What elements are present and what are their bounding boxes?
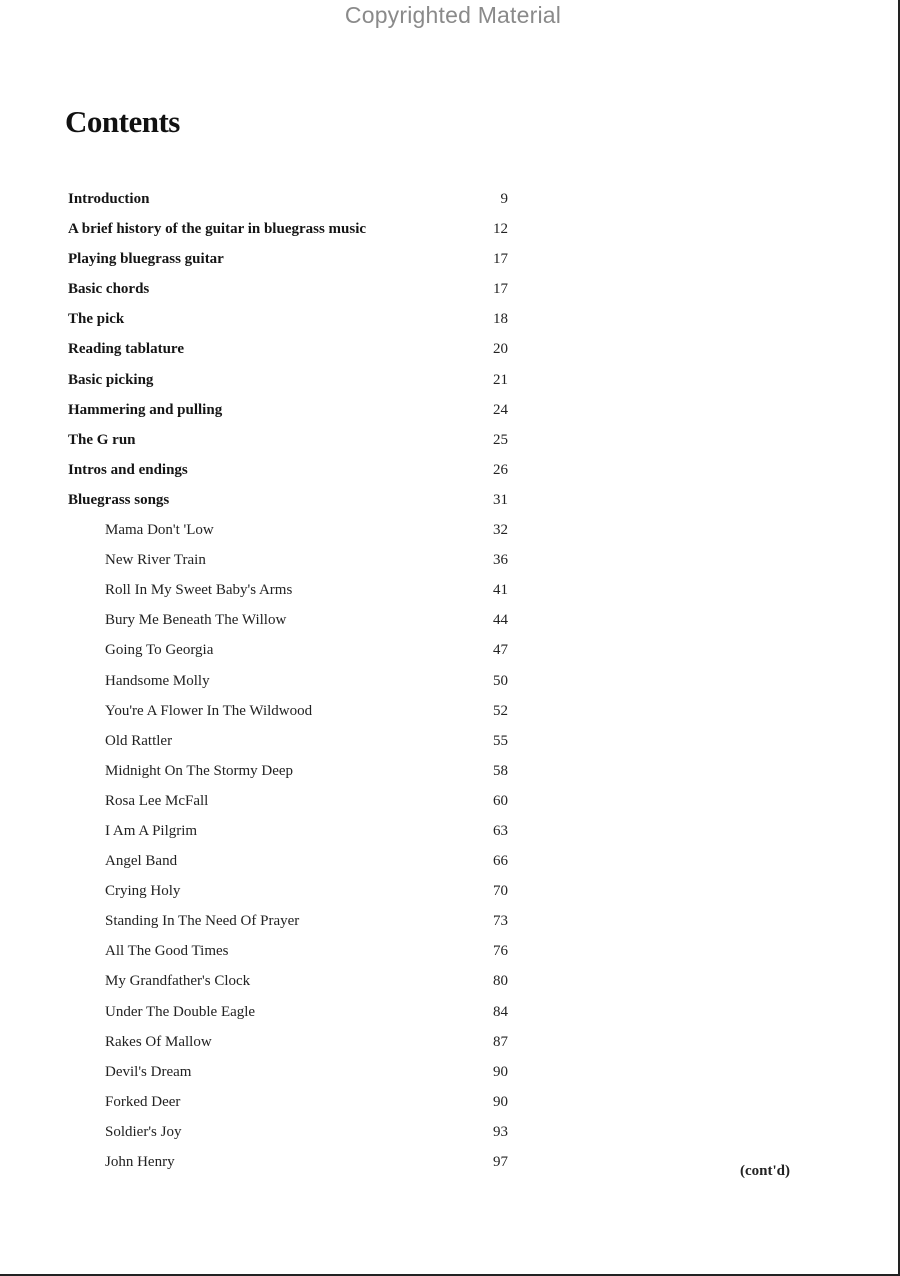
toc-entry-page: 18 — [493, 311, 508, 328]
toc-entry[interactable] — [0, 245, 900, 275]
toc-entry-page: 17 — [493, 251, 508, 268]
toc-entry-page: 52 — [493, 702, 508, 719]
toc-entry-title: A brief history of the guitar in bluegrass music — [68, 221, 367, 238]
toc-song-entry[interactable] — [0, 877, 900, 907]
toc-entry[interactable] — [0, 486, 900, 516]
toc-song-entry[interactable] — [0, 757, 900, 787]
toc-entry-title: New River Train — [105, 552, 206, 569]
page-title: Contents — [65, 104, 180, 139]
toc-entry-page: 97 — [493, 1154, 508, 1170]
toc-entry-title: Bluegrass songs — [68, 491, 170, 508]
toc-entry-title: Under The Double Eagle — [105, 1003, 256, 1020]
toc-entry-page: 58 — [493, 762, 508, 779]
toc-entry-title: Standing In The Need Of Prayer — [105, 913, 300, 930]
toc-song-entry[interactable] — [0, 967, 900, 997]
toc-song-entry[interactable] — [0, 1118, 900, 1148]
toc-entry-title: Rakes Of Mallow — [105, 1033, 212, 1050]
toc-entry-page: 26 — [493, 461, 508, 478]
toc-entry-page: 63 — [493, 822, 508, 839]
toc-entry-title: Reading tablature — [68, 341, 184, 358]
toc-entry-page: 20 — [493, 341, 508, 358]
toc-entry-page: 41 — [493, 582, 508, 599]
toc-entry-title: Basic picking — [68, 371, 154, 388]
toc-song-entry[interactable] — [0, 937, 900, 967]
toc-entry-page: 70 — [493, 883, 508, 900]
toc-song-entry[interactable] — [0, 907, 900, 937]
toc-entry-title: Intros and endings — [68, 461, 188, 478]
toc-entry-page: 32 — [493, 522, 508, 539]
toc-entry-page: 12 — [493, 221, 508, 238]
toc-entry-page: 9 — [500, 191, 508, 207]
toc-song-entry[interactable] — [0, 636, 900, 666]
toc-entry-title: Introduction — [68, 191, 150, 207]
toc-entry-page: 84 — [493, 1003, 508, 1020]
toc-entry-page: 17 — [493, 281, 508, 298]
toc-entry-page: 87 — [493, 1033, 508, 1050]
toc-entry-page: 24 — [493, 401, 508, 418]
toc-entry-title: Midnight On The Stormy Deep — [105, 762, 294, 779]
toc-entry-title: Mama Don't 'Low — [105, 522, 214, 539]
copyright-watermark: Copyrighted Material — [344, 2, 562, 28]
toc-entry-title: Roll In My Sweet Baby's Arms — [105, 582, 293, 599]
toc-song-entry[interactable] — [0, 697, 900, 727]
toc-entry-title: Crying Holy — [105, 883, 181, 900]
toc-entry-title: Basic chords — [68, 281, 150, 298]
toc-entry-page: 73 — [493, 913, 508, 930]
toc-entry-title: Forked Deer — [105, 1093, 181, 1110]
toc-song-entry[interactable] — [0, 576, 900, 606]
toc-entry-page: 60 — [493, 792, 508, 809]
toc-entry-title: Going To Georgia — [105, 642, 214, 659]
toc-entry-title: I Am A Pilgrim — [105, 822, 198, 839]
toc-song-entry[interactable] — [0, 817, 900, 847]
toc-entry[interactable] — [0, 275, 900, 305]
toc-entry-page: 21 — [493, 371, 508, 388]
continued-note: (cont'd) — [740, 1163, 790, 1179]
toc-entry-title: Playing bluegrass guitar — [68, 251, 224, 268]
toc-entry-title: Bury Me Beneath The Willow — [105, 612, 287, 629]
toc-song-entry[interactable] — [0, 998, 900, 1028]
toc-entry-page: 90 — [493, 1063, 508, 1080]
toc-entry-title: John Henry — [105, 1154, 175, 1170]
toc-song-entry[interactable] — [0, 667, 900, 697]
toc-song-entry[interactable] — [0, 606, 900, 636]
toc-entry-title: Angel Band — [105, 853, 178, 870]
toc-entry-page: 80 — [493, 973, 508, 990]
toc-entry[interactable] — [0, 396, 900, 426]
toc-entry-page: 36 — [493, 552, 508, 569]
toc-song-entry[interactable] — [0, 516, 900, 546]
toc-entry-page: 90 — [493, 1093, 508, 1110]
toc-song-entry[interactable] — [0, 546, 900, 576]
toc-song-entry[interactable] — [0, 847, 900, 877]
toc-entry-page: 31 — [493, 491, 508, 508]
toc-entry[interactable] — [0, 426, 900, 456]
toc-entry[interactable] — [0, 366, 900, 396]
toc-entry-title: The G run — [68, 431, 136, 448]
toc-entry-page: 47 — [493, 642, 508, 659]
toc-song-entry[interactable] — [0, 727, 900, 757]
toc-entry-page: 44 — [493, 612, 508, 629]
toc-entry-title: Hammering and pulling — [68, 401, 223, 418]
toc-entry-title: The pick — [68, 311, 125, 328]
toc-entry-title: All The Good Times — [105, 943, 229, 960]
toc-song-entry[interactable] — [0, 1058, 900, 1088]
toc-entry-page: 93 — [493, 1123, 508, 1140]
toc-entry-page: 55 — [493, 732, 508, 749]
toc-entry-title: Soldier's Joy — [105, 1123, 182, 1140]
table-of-contents — [0, 185, 900, 1178]
toc-entry[interactable] — [0, 335, 900, 365]
toc-song-entry[interactable] — [0, 1028, 900, 1058]
toc-entry-title: Handsome Molly — [105, 672, 210, 689]
toc-entry-page: 50 — [493, 672, 508, 689]
toc-song-entry[interactable] — [0, 1088, 900, 1118]
toc-entry-title: Rosa Lee McFall — [105, 792, 209, 809]
toc-entry[interactable] — [0, 456, 900, 486]
toc-entry-title: Old Rattler — [105, 732, 173, 749]
toc-entry-page: 25 — [493, 431, 508, 448]
toc-entry-page: 76 — [493, 943, 508, 960]
toc-entry-title: My Grandfather's Clock — [105, 973, 251, 990]
toc-entry-title: Devil's Dream — [105, 1063, 192, 1080]
toc-entry-page: 66 — [493, 853, 508, 870]
toc-entry[interactable] — [0, 185, 900, 215]
toc-entry[interactable] — [0, 305, 900, 335]
toc-entry-title: You're A Flower In The Wildwood — [105, 702, 313, 719]
toc-song-entry[interactable] — [0, 787, 900, 817]
toc-entry[interactable] — [0, 215, 900, 245]
